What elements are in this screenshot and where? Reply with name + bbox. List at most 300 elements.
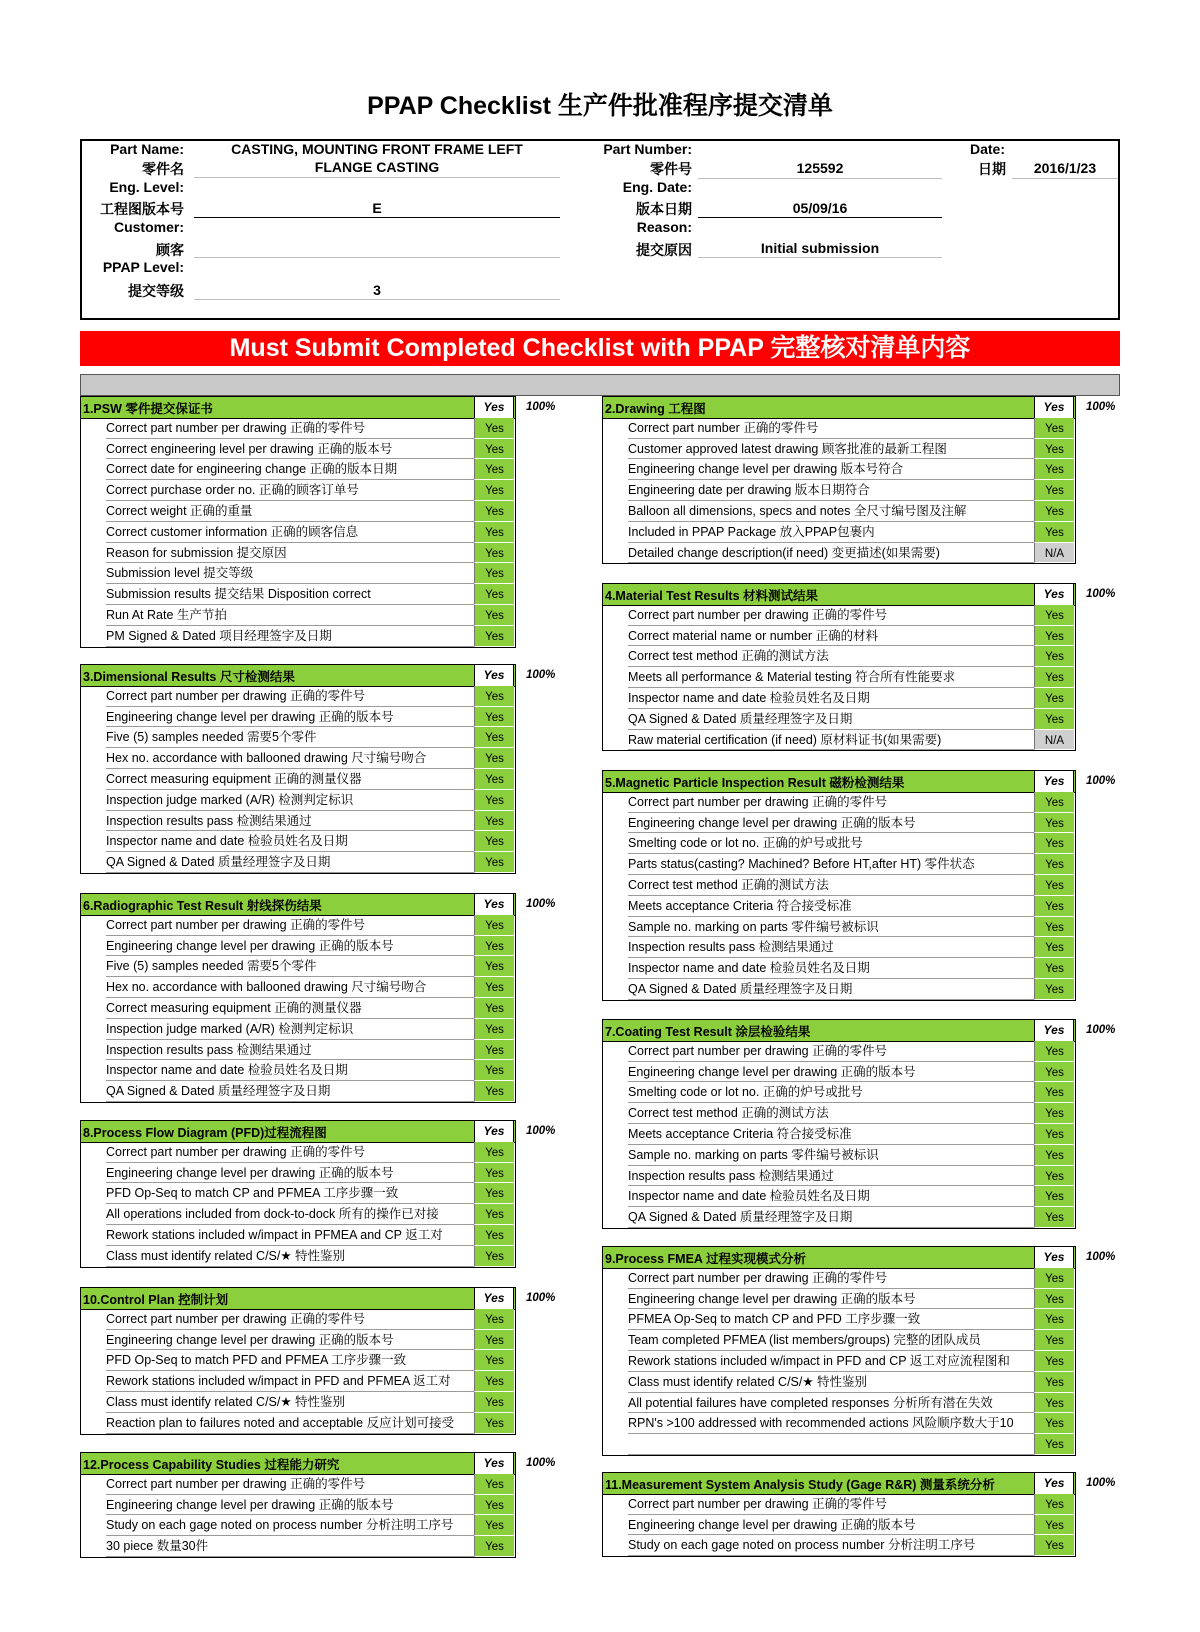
checklist-row xyxy=(81,418,515,439)
checklist-item-label: Team completed PFMEA (list members/groups) 完整的团队成员 xyxy=(628,1330,1034,1351)
checklist-row xyxy=(603,1268,1075,1289)
checklist-row xyxy=(603,1515,1075,1536)
checklist-item-label: Engineering date per drawing 版本日期符合 xyxy=(628,480,1034,501)
checklist-row xyxy=(603,688,1075,709)
checklist-item-value[interactable]: Yes xyxy=(1034,896,1074,917)
checklist-item-label: Engineering change level per drawing 版本号符合 xyxy=(628,459,1034,480)
checklist-item-label: Correct test method 正确的测试方法 xyxy=(628,1103,1034,1124)
part-name-label-cn: 零件名 xyxy=(142,161,184,177)
checklist-item-label: Correct part number per drawing 正确的零件号 xyxy=(106,418,474,439)
checklist-row xyxy=(603,1413,1075,1434)
checklist-item-label: Correct part number per drawing 正确的零件号 xyxy=(628,605,1034,626)
section-percent: 100% xyxy=(526,1457,556,1469)
checklist-row xyxy=(81,852,515,873)
checklist-row xyxy=(603,1124,1075,1145)
checklist-item-value[interactable]: Yes xyxy=(474,790,514,811)
checklist-item-label: Inspector name and date 检验员姓名及日期 xyxy=(628,1186,1034,1207)
checklist-row xyxy=(81,1204,515,1225)
section-title: 7.Coating Test Result 涂层检验结果 xyxy=(605,1025,811,1039)
checklist-item-value[interactable]: Yes xyxy=(474,626,514,647)
eng-level-value: E xyxy=(372,200,382,216)
checklist-item-label: Sample no. marking on parts 零件编号被标识 xyxy=(628,917,1034,938)
checklist-item-value[interactable]: Yes xyxy=(474,1163,514,1184)
checklist-row xyxy=(81,936,515,957)
submit-banner: Must Submit Completed Checklist with PPAP 完整核对清单内容 xyxy=(80,331,1120,366)
checklist-item-value[interactable]: Yes xyxy=(474,831,514,852)
section-3 xyxy=(80,664,516,874)
checklist-item-label: Correct part number per drawing 正确的零件号 xyxy=(106,1474,474,1495)
checklist-row xyxy=(603,896,1075,917)
checklist-item-value[interactable]: Yes xyxy=(474,998,514,1019)
checklist-item-label: Rework stations included w/impact in PFD and CP 返工对应流程图和 xyxy=(628,1351,1034,1372)
checklist-row xyxy=(81,1309,515,1330)
checklist-item-label: Correct part number per drawing 正确的零件号 xyxy=(106,915,474,936)
checklist-item-label: Inspector name and date 检验员姓名及日期 xyxy=(106,1060,474,1081)
checklist-row xyxy=(81,501,515,522)
checklist-row xyxy=(81,769,515,790)
eng-date-label: Eng. Date: xyxy=(622,179,692,195)
checklist-item-label: Correct part number per drawing 正确的零件号 xyxy=(628,1494,1034,1515)
checklist-item-value[interactable]: Yes xyxy=(1034,1145,1074,1166)
checklist-item-value[interactable]: Yes xyxy=(1034,979,1074,1000)
section-percent: 100% xyxy=(1086,1477,1116,1489)
checklist-item-label: Engineering change level per drawing 正确的版本号 xyxy=(628,1062,1034,1083)
checklist-row xyxy=(603,543,1075,564)
checklist-item-label: Five (5) samples needed 需要5个零件 xyxy=(106,727,474,748)
checklist-item-value[interactable]: Yes xyxy=(1034,626,1074,647)
checklist-item-label: Engineering change level per drawing 正确的版本号 xyxy=(106,1330,474,1351)
checklist-item-value[interactable]: Yes xyxy=(1034,1535,1074,1556)
checklist-item-label: Submission results 提交结果 Disposition correct xyxy=(106,584,474,605)
checklist-row xyxy=(81,459,515,480)
section-status: Yes xyxy=(474,1453,514,1474)
checklist-row xyxy=(603,439,1075,460)
reason-underline xyxy=(698,257,942,258)
checklist-item-value[interactable]: Yes xyxy=(474,543,514,564)
checklist-row xyxy=(81,543,515,564)
checklist-item-value[interactable]: Yes xyxy=(474,584,514,605)
checklist-row xyxy=(81,998,515,1019)
checklist-item-label: QA Signed & Dated 质量经理签字及日期 xyxy=(628,1207,1034,1228)
checklist-item-value[interactable]: Yes xyxy=(474,1183,514,1204)
checklist-item-value[interactable]: Yes xyxy=(1034,1082,1074,1103)
checklist-row xyxy=(603,1289,1075,1310)
part-name-value-1: CASTING, MOUNTING FRONT FRAME LEFT xyxy=(231,141,523,157)
checklist-item-value[interactable]: Yes xyxy=(474,501,514,522)
checklist-item-value[interactable]: Yes xyxy=(474,1246,514,1267)
date-label: Date: xyxy=(970,141,1006,157)
checklist-item-value[interactable]: Yes xyxy=(1034,646,1074,667)
checklist-item-label: Inspector name and date 检验员姓名及日期 xyxy=(106,831,474,852)
checklist-item-value[interactable]: Yes xyxy=(1034,1289,1074,1310)
checklist-item-label: Meets acceptance Criteria 符合接受标准 xyxy=(628,896,1034,917)
checklist-row xyxy=(81,727,515,748)
checklist-item-value[interactable]: Yes xyxy=(474,1371,514,1392)
checklist-row xyxy=(81,563,515,584)
checklist-item-value[interactable]: Yes xyxy=(474,418,514,439)
section-title: 3.Dimensional Results 尺寸检测结果 xyxy=(83,670,295,684)
part-name-underline xyxy=(194,177,560,178)
checklist-item-label: Engineering change level per drawing 正确的版本号 xyxy=(628,1515,1034,1536)
section-status: Yes xyxy=(474,1121,514,1142)
checklist-item-label: Correct part number per drawing 正确的零件号 xyxy=(106,1142,474,1163)
section-title: 8.Process Flow Diagram (PFD)过程流程图 xyxy=(83,1126,327,1140)
checklist-item-label: Rework stations included w/impact in PFD and PFMEA 返工对 xyxy=(106,1371,474,1392)
section-title: 2.Drawing 工程图 xyxy=(605,402,706,416)
checklist-item-label: Class must identify related C/S/★ 特性鉴别 xyxy=(628,1372,1034,1393)
section-percent: 100% xyxy=(1086,401,1116,413)
checklist-row xyxy=(81,707,515,728)
checklist-item-label: Detailed change description(if need) 变更描述(如果需要) xyxy=(628,543,1034,564)
section-percent: 100% xyxy=(1086,1024,1116,1036)
checklist-item-label: QA Signed & Dated 质量经理签字及日期 xyxy=(628,709,1034,730)
checklist-item-value[interactable]: Yes xyxy=(1034,937,1074,958)
section-title: 6.Radiographic Test Result 射线探伤结果 xyxy=(83,899,322,913)
checklist-item-value[interactable]: Yes xyxy=(1034,667,1074,688)
checklist-row xyxy=(81,1495,515,1516)
checklist-row xyxy=(603,854,1075,875)
checklist-row xyxy=(603,1393,1075,1414)
checklist-item-value[interactable]: Yes xyxy=(474,769,514,790)
checklist-item-label: Inspection results pass 检测结果通过 xyxy=(106,1040,474,1061)
checklist-item-value[interactable]: Yes xyxy=(474,852,514,873)
checklist-item-label: Correct customer information 正确的顾客信息 xyxy=(106,522,474,543)
part-name-value-2: FLANGE CASTING xyxy=(314,159,440,175)
checklist-row xyxy=(603,1082,1075,1103)
date-label-cn: 日期 xyxy=(978,161,1006,177)
checklist-row xyxy=(603,501,1075,522)
checklist-item-label: Balloon all dimensions, specs and notes 全尺寸编号图及注解 xyxy=(628,501,1034,522)
ppap-level-label-cn: 提交等级 xyxy=(128,283,184,299)
section-header xyxy=(603,1020,1075,1042)
checklist-row xyxy=(81,1413,515,1434)
checklist-row xyxy=(81,831,515,852)
checklist-item-value[interactable]: Yes xyxy=(1034,917,1074,938)
checklist-row xyxy=(81,811,515,832)
checklist-item-value[interactable]: Yes xyxy=(1034,1207,1074,1228)
checklist-item-value[interactable]: Yes xyxy=(1034,418,1074,439)
checklist-item-value[interactable]: Yes xyxy=(474,977,514,998)
checklist-item-value[interactable]: Yes xyxy=(474,1060,514,1081)
checklist-item-value[interactable]: Yes xyxy=(1034,1413,1074,1434)
checklist-item-label: Run At Rate 生产节拍 xyxy=(106,605,474,626)
checklist-item-value[interactable]: Yes xyxy=(474,1350,514,1371)
checklist-row xyxy=(81,790,515,811)
checklist-item-value[interactable]: Yes xyxy=(474,1515,514,1536)
checklist-item-value[interactable]: Yes xyxy=(1034,501,1074,522)
checklist-item-value[interactable]: Yes xyxy=(1034,709,1074,730)
checklist-item-value[interactable]: Yes xyxy=(1034,605,1074,626)
customer-underline xyxy=(194,257,560,258)
checklist-row xyxy=(81,1392,515,1413)
checklist-row xyxy=(603,522,1075,543)
checklist-item-value[interactable]: Yes xyxy=(474,1019,514,1040)
checklist-item-value[interactable]: Yes xyxy=(1034,875,1074,896)
ppap-level-underline xyxy=(194,299,560,300)
checklist-item-label: Correct measuring equipment 正确的测量仪器 xyxy=(106,998,474,1019)
checklist-item-value[interactable]: Yes xyxy=(474,439,514,460)
checklist-item-label: Correct part number per drawing 正确的零件号 xyxy=(628,792,1034,813)
checklist-item-value[interactable]: Yes xyxy=(1034,1330,1074,1351)
checklist-item-label: Correct part number per drawing 正确的零件号 xyxy=(106,1309,474,1330)
checklist-row xyxy=(603,979,1075,1000)
checklist-row xyxy=(81,1142,515,1163)
section-status: Yes xyxy=(474,665,514,686)
checklist-item-label: PFD Op-Seq to match PFD and PFMEA 工序步骤一致 xyxy=(106,1350,474,1371)
checklist-item-label: Engineering change level per drawing 正确的版本号 xyxy=(106,1163,474,1184)
reason-label: Reason: xyxy=(636,219,692,235)
section-status: Yes xyxy=(1034,771,1074,792)
checklist-row xyxy=(603,667,1075,688)
checklist-row xyxy=(81,1019,515,1040)
checklist-row xyxy=(603,1434,1075,1455)
section-header xyxy=(81,665,515,687)
checklist-item-value[interactable]: Yes xyxy=(474,605,514,626)
checklist-row xyxy=(603,875,1075,896)
checklist-item-value[interactable]: Yes xyxy=(1034,1062,1074,1083)
checklist-item-value[interactable]: Yes xyxy=(474,956,514,977)
section-header xyxy=(81,894,515,916)
eng-level-label: Eng. Level: xyxy=(109,179,184,195)
checklist-item-value[interactable]: Yes xyxy=(1034,1268,1074,1289)
checklist-item-value[interactable]: Yes xyxy=(474,936,514,957)
checklist-row xyxy=(603,792,1075,813)
checklist-row xyxy=(603,1535,1075,1556)
checklist-item-value[interactable]: Yes xyxy=(474,915,514,936)
checklist-item-label: Inspector name and date 检验员姓名及日期 xyxy=(628,688,1034,709)
checklist-item-value[interactable]: Yes xyxy=(474,1040,514,1061)
checklist-item-label: Rework stations included w/impact in PFMEA and CP 返工对 xyxy=(106,1225,474,1246)
checklist-item-label: Correct part number per drawing 正确的零件号 xyxy=(628,1041,1034,1062)
checklist-item-label: Smelting code or lot no. 正确的炉号或批号 xyxy=(628,1082,1034,1103)
checklist-item-value[interactable]: Yes xyxy=(1034,854,1074,875)
section-10 xyxy=(80,1287,516,1435)
checklist-item-value[interactable]: Yes xyxy=(474,480,514,501)
checklist-item-label: Engineering change level per drawing 正确的版本号 xyxy=(106,707,474,728)
checklist-item-value[interactable]: Yes xyxy=(1034,522,1074,543)
checklist-item-label: Correct part number per drawing 正确的零件号 xyxy=(106,686,474,707)
checklist-item-value[interactable]: Yes xyxy=(1034,1372,1074,1393)
section-6 xyxy=(80,893,516,1103)
checklist-item-value[interactable]: Yes xyxy=(474,1474,514,1495)
checklist-row xyxy=(603,1351,1075,1372)
checklist-row xyxy=(603,958,1075,979)
checklist-row xyxy=(81,1163,515,1184)
checklist-row xyxy=(603,833,1075,854)
checklist-item-value[interactable]: Yes xyxy=(474,1225,514,1246)
checklist-item-value[interactable]: Yes xyxy=(1034,1393,1074,1414)
section-status: Yes xyxy=(474,1288,514,1309)
checklist-item-value[interactable]: Yes xyxy=(1034,1515,1074,1536)
section-5 xyxy=(602,770,1076,1001)
section-title: 1.PSW 零件提交保证书 xyxy=(83,402,213,416)
checklist-item-label: Parts status(casting? Machined? Before HT,after HT) 零件状态 xyxy=(628,854,1034,875)
checklist-row xyxy=(603,917,1075,938)
checklist-row xyxy=(603,459,1075,480)
section-header xyxy=(81,1288,515,1310)
checklist-row xyxy=(603,605,1075,626)
checklist-item-label: Correct part number 正确的零件号 xyxy=(628,418,1034,439)
checklist-item-label: Correct material name or number 正确的材料 xyxy=(628,626,1034,647)
checklist-row xyxy=(81,1330,515,1351)
checklist-row xyxy=(603,1207,1075,1228)
checklist-item-value[interactable]: Yes xyxy=(474,1309,514,1330)
header-info-box xyxy=(80,139,1120,320)
checklist-item-value[interactable]: Yes xyxy=(1034,813,1074,834)
section-9 xyxy=(602,1246,1076,1456)
checklist-item-value[interactable]: Yes xyxy=(474,1142,514,1163)
section-title: 10.Control Plan 控制计划 xyxy=(83,1293,229,1307)
checklist-item-value[interactable]: Yes xyxy=(474,748,514,769)
checklist-item-value[interactable]: Yes xyxy=(474,727,514,748)
date-value: 2016/1/23 xyxy=(1033,160,1097,176)
checklist-row xyxy=(81,439,515,460)
reason-label-cn: 提交原因 xyxy=(636,242,692,258)
checklist-item-label: Submission level 提交等级 xyxy=(106,563,474,584)
part-number-underline xyxy=(698,178,942,179)
gray-separator-bar xyxy=(80,374,1120,396)
section-title: 9.Process FMEA 过程实现模式分析 xyxy=(605,1252,806,1266)
section-header xyxy=(603,584,1075,606)
checklist-item-value[interactable]: Yes xyxy=(474,1081,514,1102)
checklist-item-label: All operations included from dock-to-dock 所有的操作已对接 xyxy=(106,1204,474,1225)
checklist-item-value[interactable]: Yes xyxy=(474,522,514,543)
section-title: 12.Process Capability Studies 过程能力研究 xyxy=(83,1458,340,1472)
checklist-item-label xyxy=(628,1434,1034,1455)
section-status: Yes xyxy=(1034,1473,1074,1494)
checklist-item-value[interactable]: Yes xyxy=(474,1330,514,1351)
checklist-item-value[interactable]: Yes xyxy=(474,459,514,480)
checklist-item-value[interactable]: Yes xyxy=(474,1413,514,1434)
section-title: 11.Measurement System Analysis Study (Gage R&R) 测量系统分析 xyxy=(605,1478,995,1492)
checklist-item-value[interactable]: Yes xyxy=(1034,1166,1074,1187)
checklist-item-value[interactable]: Yes xyxy=(1034,688,1074,709)
checklist-row xyxy=(603,1186,1075,1207)
checklist-item-value[interactable]: Yes xyxy=(1034,1351,1074,1372)
checklist-item-label: Inspection judge marked (A/R) 检测判定标识 xyxy=(106,1019,474,1040)
checklist-item-value[interactable]: Yes xyxy=(474,1392,514,1413)
checklist-item-value[interactable]: Yes xyxy=(1034,439,1074,460)
customer-label: Customer: xyxy=(113,219,184,235)
checklist-item-value[interactable]: Yes xyxy=(474,707,514,728)
checklist-item-label: Meets all performance & Material testing 符合所有性能要求 xyxy=(628,667,1034,688)
checklist-item-value[interactable]: Yes xyxy=(1034,792,1074,813)
ppap-level-label: PPAP Level: xyxy=(102,259,184,275)
checklist-item-value[interactable]: Yes xyxy=(1034,1186,1074,1207)
checklist-row xyxy=(81,1060,515,1081)
checklist-item-value[interactable]: Yes xyxy=(1034,480,1074,501)
checklist-item-label: Engineering change level per drawing 正确的版本号 xyxy=(106,936,474,957)
checklist-item-value[interactable]: Yes xyxy=(474,811,514,832)
checklist-row xyxy=(603,1145,1075,1166)
checklist-item-value[interactable]: Yes xyxy=(1034,958,1074,979)
checklist-item-label: Inspection results pass 检测结果通过 xyxy=(628,1166,1034,1187)
checklist-item-label: All potential failures have completed responses 分析所有潜在失效 xyxy=(628,1393,1034,1414)
checklist-row xyxy=(81,1350,515,1371)
section-status: Yes xyxy=(1034,1020,1074,1041)
eng-level-label-cn: 工程图版本号 xyxy=(100,201,184,217)
checklist-row xyxy=(81,915,515,936)
section-status: Yes xyxy=(1034,397,1074,418)
checklist-item-label: Study on each gage noted on process number 分析注明工序号 xyxy=(106,1515,474,1536)
checklist-item-label: Engineering change level per drawing 正确的版本号 xyxy=(628,813,1034,834)
checklist-row xyxy=(603,937,1075,958)
checklist-row xyxy=(603,480,1075,501)
checklist-item-label: Customer approved latest drawing 顾客批准的最新工程图 xyxy=(628,439,1034,460)
checklist-row xyxy=(603,1494,1075,1515)
section-header xyxy=(81,1121,515,1143)
checklist-item-value[interactable]: Yes xyxy=(1034,833,1074,854)
checklist-item-label: PM Signed & Dated 项目经理签字及日期 xyxy=(106,626,474,647)
checklist-item-label: Correct part number per drawing 正确的零件号 xyxy=(628,1268,1034,1289)
reason-value: Initial submission xyxy=(760,240,880,256)
checklist-item-label: QA Signed & Dated 质量经理签字及日期 xyxy=(106,1081,474,1102)
checklist-row xyxy=(81,1081,515,1102)
checklist-item-value[interactable]: Yes xyxy=(474,1495,514,1516)
checklist-item-value[interactable]: Yes xyxy=(1034,459,1074,480)
checklist-item-value[interactable]: Yes xyxy=(1034,1494,1074,1515)
checklist-item-label: Sample no. marking on parts 零件编号被标识 xyxy=(628,1145,1034,1166)
section-percent: 100% xyxy=(1086,775,1116,787)
section-title: 4.Material Test Results 材料测试结果 xyxy=(605,589,819,603)
checklist-item-value[interactable]: Yes xyxy=(1034,1309,1074,1330)
checklist-row xyxy=(81,748,515,769)
checklist-item-value[interactable]: Yes xyxy=(474,1536,514,1557)
section-percent: 100% xyxy=(526,1125,556,1137)
checklist-item-value[interactable]: Yes xyxy=(1034,1434,1074,1455)
checklist-item-value[interactable]: N/A xyxy=(1034,543,1074,564)
checklist-item-label: Correct date for engineering change 正确的版本日期 xyxy=(106,459,474,480)
section-percent: 100% xyxy=(1086,588,1116,600)
checklist-item-label: Correct measuring equipment 正确的测量仪器 xyxy=(106,769,474,790)
section-header xyxy=(603,771,1075,793)
checklist-item-label: Correct test method 正确的测试方法 xyxy=(628,646,1034,667)
section-12 xyxy=(80,1452,516,1558)
checklist-item-label: Smelting code or lot no. 正确的炉号或批号 xyxy=(628,833,1034,854)
checklist-item-value[interactable]: Yes xyxy=(474,1204,514,1225)
checklist-row xyxy=(81,584,515,605)
checklist-row xyxy=(603,418,1075,439)
checklist-row xyxy=(81,1474,515,1495)
checklist-item-label: Engineering change level per drawing 正确的版本号 xyxy=(106,1495,474,1516)
checklist-item-value[interactable]: N/A xyxy=(1034,730,1074,751)
eng-level-underline xyxy=(194,217,560,218)
section-header xyxy=(603,1473,1075,1495)
checklist-item-value[interactable]: Yes xyxy=(474,563,514,584)
checklist-row xyxy=(81,1246,515,1267)
checklist-row xyxy=(603,1166,1075,1187)
checklist-item-value[interactable]: Yes xyxy=(474,686,514,707)
section-4 xyxy=(602,583,1076,751)
section-percent: 100% xyxy=(526,898,556,910)
checklist-item-value[interactable]: Yes xyxy=(1034,1124,1074,1145)
eng-date-underline xyxy=(698,217,942,218)
checklist-item-value[interactable]: Yes xyxy=(1034,1041,1074,1062)
checklist-row xyxy=(81,1040,515,1061)
checklist-item-label: Included in PPAP Package 放入PPAP包裹内 xyxy=(628,522,1034,543)
checklist-item-label: 30 piece 数量30件 xyxy=(106,1536,474,1557)
section-header xyxy=(81,1453,515,1475)
checklist-row xyxy=(81,1225,515,1246)
checklist-row xyxy=(81,956,515,977)
checklist-row xyxy=(603,1372,1075,1393)
date-underline xyxy=(1012,178,1118,179)
checklist-item-value[interactable]: Yes xyxy=(1034,1103,1074,1124)
checklist-row xyxy=(81,605,515,626)
checklist-row xyxy=(81,1536,515,1557)
checklist-row xyxy=(603,646,1075,667)
checklist-item-label: Inspection results pass 检测结果通过 xyxy=(106,811,474,832)
